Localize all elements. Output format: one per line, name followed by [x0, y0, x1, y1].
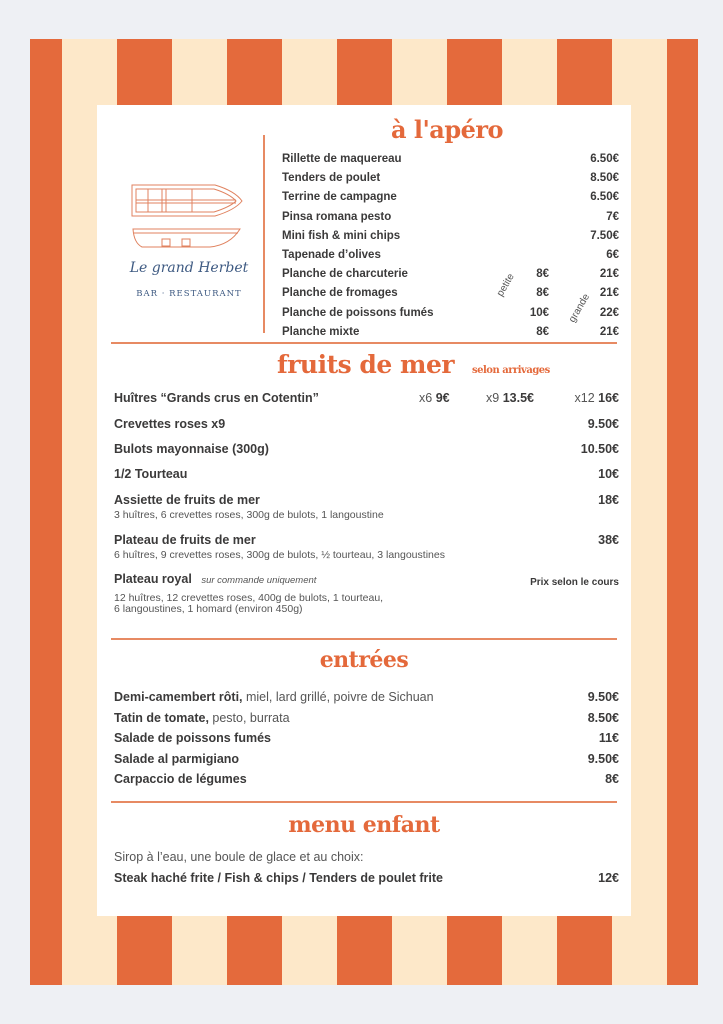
menu-item-name: Planche de poissons fumés: [282, 306, 434, 319]
item-description: 6 langoustines, 1 homard (environ 450g): [114, 603, 303, 615]
menu-item-name: Tapenade d’olives: [282, 249, 381, 261]
vertical-divider: [263, 135, 265, 333]
menu-item: [114, 711, 290, 725]
price: 8€: [605, 772, 619, 786]
enfant-intro: Sirop à l’eau, une boule de glace et au choix:: [114, 850, 364, 864]
divider: [111, 801, 617, 803]
menu-item-name: Assiette de fruits de mer: [114, 493, 260, 507]
price: 21€: [599, 325, 619, 338]
price: 7.50€: [590, 229, 619, 242]
menu-item-name: Rillette de maquereau: [282, 153, 402, 165]
price: 8.50€: [587, 710, 619, 725]
price: 9€: [435, 391, 450, 405]
item-name: Salade de poissons fumés: [114, 731, 271, 745]
item-name: Plateau royal: [114, 572, 192, 586]
price: Prix selon le cours: [530, 577, 619, 588]
price: 6€: [606, 249, 619, 261]
menu-item-plateau-royal: [114, 572, 316, 586]
section-title-entrees: entrées: [319, 647, 409, 673]
menu-item-name: 1/2 Tourteau: [114, 467, 188, 481]
menu-item-name: Bulots mayonnaise (300g): [114, 442, 269, 456]
fruits-note: selon arrivages: [472, 365, 550, 376]
price-small: 8€: [536, 287, 549, 300]
menu-item-name: Planche mixte: [282, 325, 360, 338]
menu-panel: [97, 105, 631, 916]
item-name: Demi-camembert rôti,: [114, 690, 243, 704]
item-name: Salade al parmigiano: [114, 751, 240, 766]
divider: [111, 342, 617, 344]
price: 21€: [599, 287, 619, 300]
price: 9.50€: [587, 417, 619, 431]
item-name: Carpaccio de légumes: [114, 772, 247, 786]
price: 16€: [598, 391, 619, 405]
item-description: 3 huîtres, 6 crevettes roses, 300g de bulots, 1 langoustine: [114, 509, 384, 521]
menu-item-name: Planche de fromages: [282, 287, 398, 300]
menu-item-name: Terrine de campagne: [282, 191, 397, 204]
price-small: 8€: [536, 268, 549, 281]
divider: [111, 638, 617, 640]
price: 12€: [598, 871, 619, 885]
price: 9.50€: [587, 751, 619, 766]
item-description: pesto, burrata: [208, 710, 290, 725]
quantity: x12: [574, 391, 595, 405]
menu-item-name: Crevettes roses x9: [114, 417, 226, 431]
quantity: x9: [486, 391, 500, 405]
size-label-grande: grande: [567, 292, 593, 325]
item-description: 6 huîtres, 9 crevettes roses, 300g de bulots, ½ tourteau, 3 langoustines: [114, 549, 445, 561]
menu-item-name: Plateau de fruits de mer: [114, 533, 256, 547]
item-name: Tatin de tomate,: [114, 710, 209, 725]
menu-item: [114, 752, 239, 766]
price: 13.5€: [502, 391, 534, 405]
section-title-menu-enfant: menu enfant: [288, 812, 440, 838]
logo-name: Le grand Herbet: [129, 260, 249, 276]
price: 6.50€: [590, 191, 619, 204]
boat-logo-icon: [130, 183, 244, 251]
price-small: 10€: [529, 306, 549, 319]
price-small: 8€: [536, 325, 549, 338]
price: 18€: [598, 493, 619, 507]
price: 38€: [598, 533, 619, 547]
menu-item-name: Planche de charcuterie: [282, 268, 408, 281]
price: 6.50€: [590, 153, 619, 165]
price: 10€: [598, 467, 619, 481]
price: 21€: [599, 268, 619, 281]
menu-item: [114, 731, 271, 745]
price: 11€: [598, 731, 619, 745]
menu-item-name: Tenders de poulet: [282, 172, 381, 185]
price: 22€: [599, 306, 619, 319]
menu-item: [114, 772, 247, 786]
enfant-choice: Steak haché frite / Fish & chips / Tenders de poulet frite: [114, 871, 444, 885]
price: 9.50€: [587, 690, 619, 704]
menu-item-name: Pinsa romana pesto: [282, 210, 392, 223]
item-name: Huîtres “Grands crus en Cotentin”: [114, 391, 319, 405]
menu-item: [114, 690, 434, 704]
price: 8.50€: [590, 172, 619, 185]
price: 10.50€: [580, 442, 619, 456]
logo-subtitle: BAR · RESTAURANT: [136, 289, 242, 299]
quantity: x6: [419, 391, 433, 405]
menu-item-oysters: [114, 391, 619, 405]
item-description: miel, lard grillé, poivre de Sichuan: [242, 690, 434, 704]
price: 7€: [606, 210, 619, 223]
item-description: 12 huîtres, 12 crevettes roses, 400g de bulots, 1 tourteau,: [114, 592, 384, 604]
section-title-apero: à l'apéro: [390, 115, 504, 144]
size-label-petite: petite: [495, 271, 517, 299]
section-title-fruits-de-mer: fruits de mer: [277, 350, 455, 379]
item-note: sur commande uniquement: [201, 575, 317, 586]
menu-item-name: Mini fish & mini chips: [282, 229, 401, 242]
